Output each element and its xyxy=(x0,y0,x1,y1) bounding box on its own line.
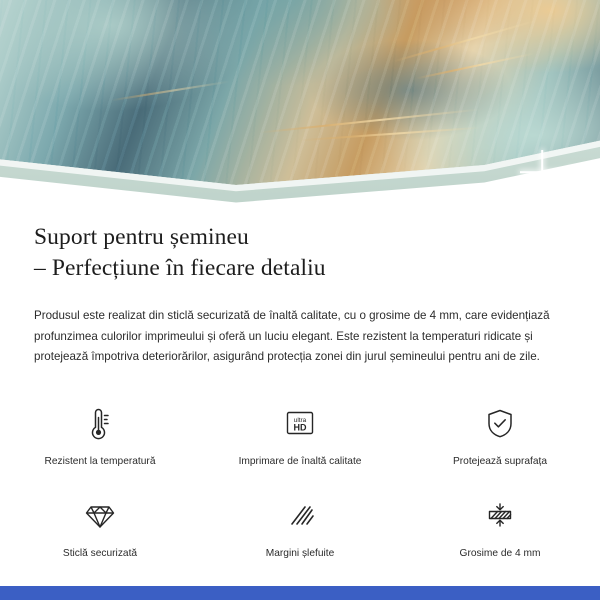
feature-label: Protejează suprafața xyxy=(452,456,547,467)
page-title xyxy=(0,222,600,284)
feature-label: Imprimare de înaltă calitate xyxy=(238,456,362,467)
feature-item-polished-edges xyxy=(200,492,400,560)
feature-label: Margini șlefuite xyxy=(265,548,335,559)
body-paragraph: Produsul este realizat din sticlă securizată de înaltă calitate, cu o grosime de 4 mm, care evidențiază profunzimea culorilor imprimeului și oferă un luciu elegant. Este rezistent la temperaturi ridicate și protejează împotriva deteriorărilor, asigurând protecția zonei din jurul șemineului pentru ani de zile. xyxy=(34,309,550,363)
feature-item-tempered-glass xyxy=(0,492,200,560)
shield-check-icon xyxy=(477,400,523,446)
feature-item-surface-protection xyxy=(400,400,600,468)
feature-grid xyxy=(0,400,600,560)
feature-item-print-quality xyxy=(200,400,400,468)
thermometer-icon xyxy=(77,400,123,446)
headline-line-2: – Perfecțiune în fiecare detaliu xyxy=(34,255,326,281)
polished-edges-icon xyxy=(277,492,323,538)
hero-image xyxy=(0,0,600,222)
feature-item-temperature xyxy=(0,400,200,468)
svg-text:HD: HD xyxy=(293,422,307,433)
sparkle-icon xyxy=(556,168,584,196)
ultra-hd-icon xyxy=(277,400,323,446)
svg-text:ultra: ultra xyxy=(293,417,307,425)
feature-label: Rezistent la temperatură xyxy=(44,456,156,467)
diamond-icon xyxy=(77,492,123,538)
feature-item-thickness xyxy=(400,492,600,560)
text-content xyxy=(0,222,600,368)
feature-label: Grosime de 4 mm xyxy=(459,548,541,559)
headline-line-1: Suport pentru șemineu xyxy=(34,224,249,250)
feature-label: Sticlă securizată xyxy=(62,548,138,559)
footer-accent-bar xyxy=(0,586,600,600)
thickness-4mm-icon xyxy=(477,492,523,538)
